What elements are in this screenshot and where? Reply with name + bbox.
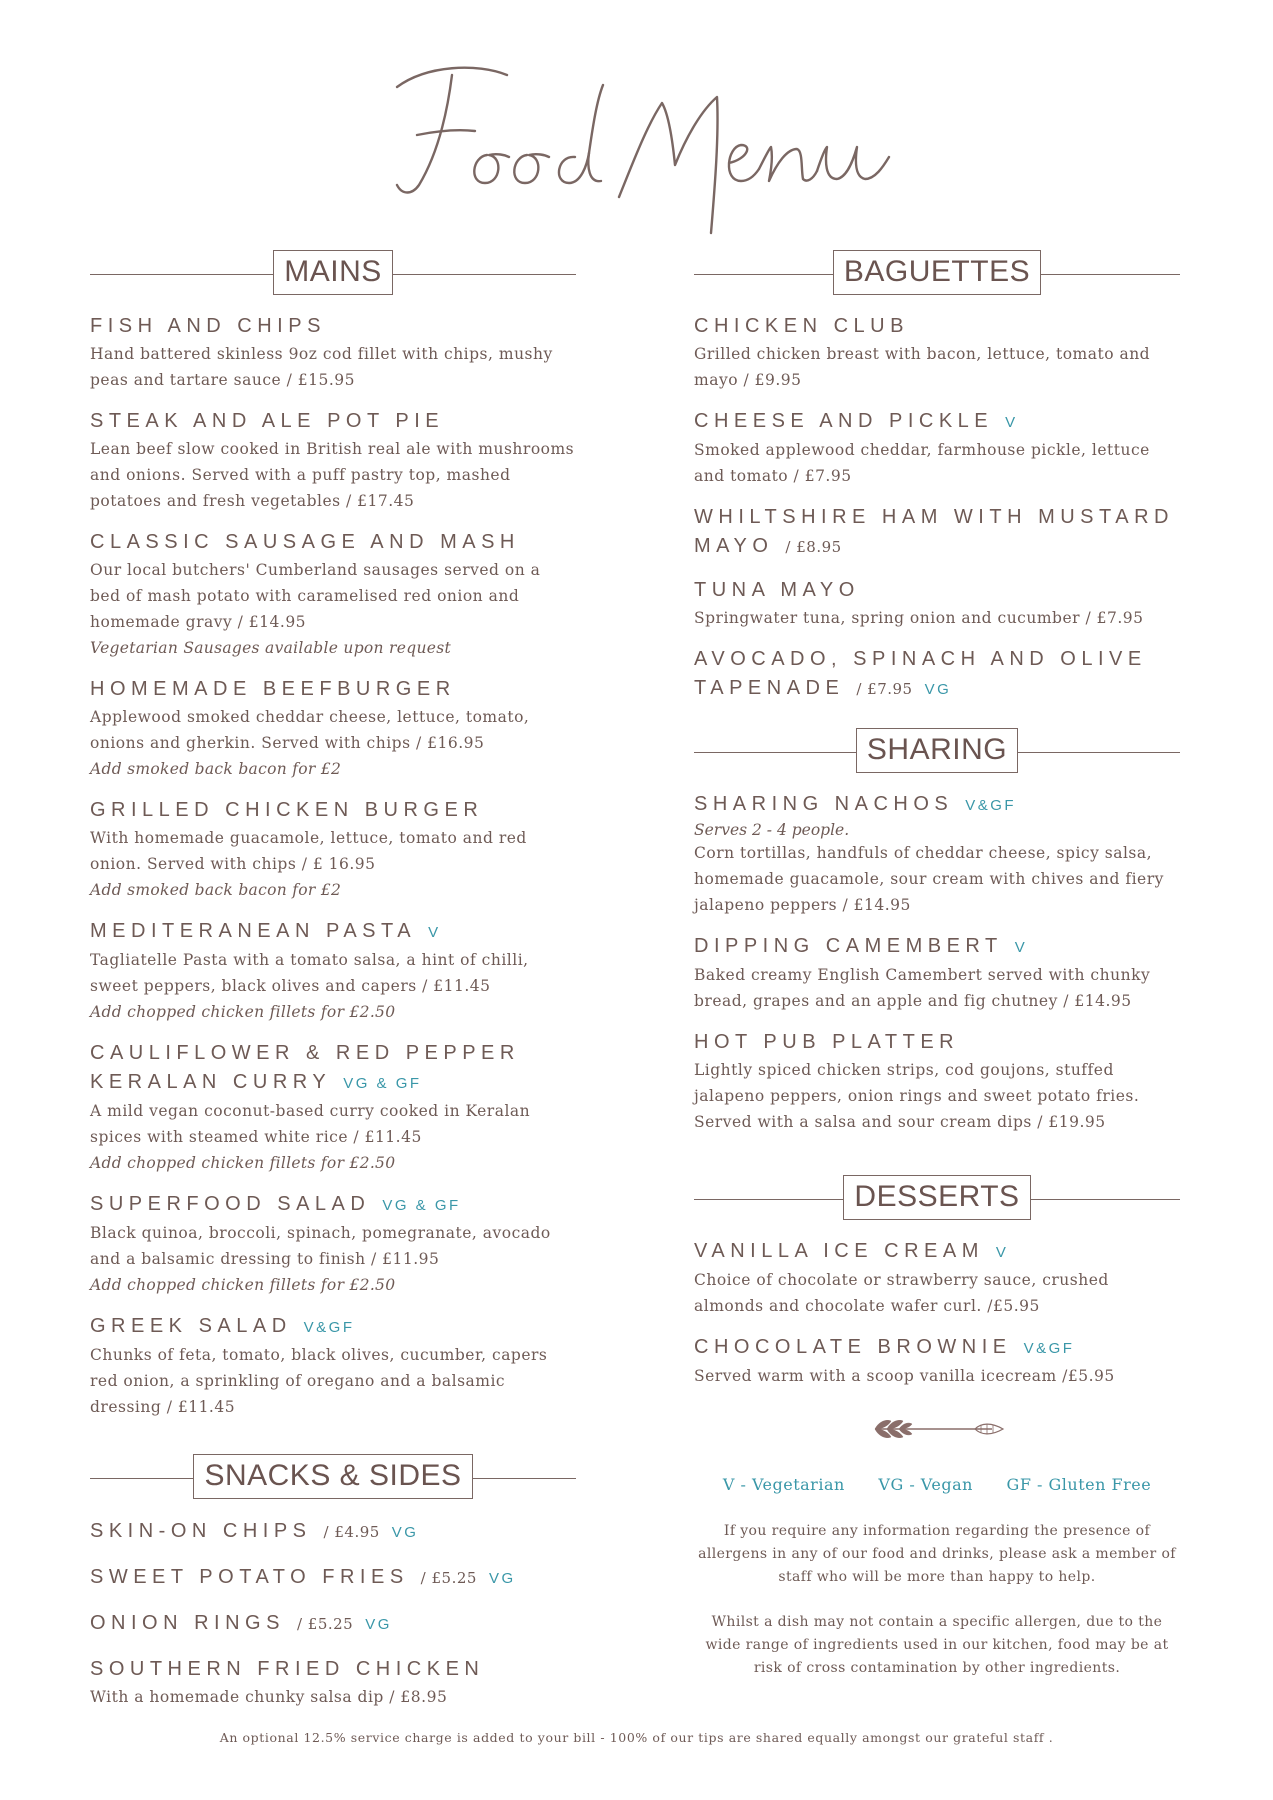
dietary-tag: V&GF xyxy=(303,1319,355,1336)
service-charge-footer: An optional 12.5% service charge is added to your bill - 100% of our tips are shared equally amongst our grateful staff . xyxy=(219,1730,1054,1745)
dietary-tag: V&GF xyxy=(1023,1340,1075,1357)
dietary-tag: V xyxy=(995,1244,1009,1261)
menu-item-dipping-camembert xyxy=(694,932,1180,1014)
item-name: ONION RINGS xyxy=(90,1612,285,1634)
item-name: CLASSIC SAUSAGE AND MASH xyxy=(90,531,520,553)
item-description: Corn tortillas, handfuls of cheddar cheese, spicy salsa, homemade guacamole, sour cream with chives and fiery jalapeno peppers / £14.95 xyxy=(694,844,1164,914)
item-name: GREEK SALAD xyxy=(90,1315,292,1337)
item-name: FISH AND CHIPS xyxy=(90,315,326,337)
snacks-heading: SNACKS & SIDES xyxy=(193,1454,472,1499)
menu-item-chicken-club xyxy=(694,312,1180,393)
menu-item-mediteranean-pasta xyxy=(90,917,576,1025)
item-name-row xyxy=(694,645,1180,704)
item-name: DIPPING CAMEMBERT xyxy=(694,935,1003,957)
dietary-tag: VG xyxy=(488,1570,516,1587)
menu-item-onion-rings xyxy=(90,1608,576,1640)
menu-item-tuna-mayo xyxy=(694,576,1180,631)
item-note: Add chopped chicken fillets for £2.50 xyxy=(90,1276,396,1294)
item-name: MEDITERANEAN PASTA xyxy=(90,920,417,942)
item-name: SKIN-ON CHIPS xyxy=(90,1520,312,1542)
dietary-tag: VG xyxy=(924,681,952,698)
legend-vegan: VG - Vegan xyxy=(878,1475,973,1494)
menu-item-homemade-beefburger xyxy=(90,675,576,782)
item-note: Add smoked back bacon for £2 xyxy=(90,881,342,899)
dietary-tag: VG xyxy=(391,1524,419,1541)
dietary-tag: VG & GF xyxy=(343,1075,422,1092)
menu-item-southern-fried-chicken xyxy=(90,1654,576,1710)
item-name: AVOCADO, SPINACH AND OLIVE TAPENADE xyxy=(694,648,1147,699)
item-name-row xyxy=(694,407,1180,437)
item-description: Springwater tuna, spring onion and cucumber / £7.95 xyxy=(694,609,1144,627)
item-name: CHOCOLATE BROWNIE xyxy=(694,1336,1012,1358)
item-name-row xyxy=(694,1237,1180,1267)
legend-vegetarian: V - Vegetarian xyxy=(722,1475,845,1494)
sharing-header xyxy=(694,728,1180,776)
item-description: Our local butchers' Cumberland sausages served on a bed of mash potato with caramelised red onion and homemade gravy / £14.95 xyxy=(90,561,541,631)
menu-item-sweet-potato-fries xyxy=(90,1562,576,1594)
item-name-row xyxy=(90,1312,576,1342)
menu-item-cheese-and-pickle xyxy=(694,407,1180,489)
item-name-row xyxy=(90,1562,576,1594)
item-name: HOMEMADE BEEFBURGER xyxy=(90,678,456,700)
item-name-row xyxy=(694,790,1180,820)
item-name-row xyxy=(90,917,576,947)
allergen-info: If you require any information regarding the presence of allergens in any of our food and drinks, please ask a member of staff who will be more than happy to help. xyxy=(698,1523,1176,1585)
menu-item-avocado-spinach-tapenade xyxy=(694,645,1180,704)
menu-item-grilled-chicken-burger xyxy=(90,796,576,903)
cross-contamination-info: Whilst a dish may not contain a specific allergen, due to the wide range of ingredients used in our kitchen, food may be at risk of cross contamination by other ingredients. xyxy=(705,1614,1169,1676)
item-note: Add chopped chicken fillets for £2.50 xyxy=(90,1003,396,1021)
item-description: Chunks of feta, tomato, black olives, cucumber, capers red onion, a sprinkling of oregano and a balsamic dressing / £11.45 xyxy=(90,1346,548,1416)
menu-item-steak-and-ale-pot-pie xyxy=(90,407,576,514)
menu-item-whiltshire-ham xyxy=(694,503,1180,562)
item-description: With homemade guacamole, lettuce, tomato and red onion. Served with chips / £ 16.95 xyxy=(90,829,527,873)
item-description: Black quinoa, broccoli, spinach, pomegranate, avocado and a balsamic dressing to finish / £11.95 xyxy=(90,1224,551,1268)
item-description: Choice of chocolate or strawberry sauce, crushed almonds and chocolate wafer curl. /£5.95 xyxy=(694,1271,1109,1315)
baguettes-header xyxy=(694,250,1180,298)
menu-item-superfood-salad xyxy=(90,1190,576,1298)
dietary-tag: VG & GF xyxy=(382,1197,461,1214)
item-name: SWEET POTATO FRIES xyxy=(90,1566,409,1588)
menu-item-hot-pub-platter xyxy=(694,1028,1180,1135)
item-description: With a homemade chunky salsa dip / £8.95 xyxy=(90,1688,448,1706)
item-note: Add smoked back bacon for £2 xyxy=(90,760,342,778)
left-column xyxy=(90,250,576,1724)
item-name: SOUTHERN FRIED CHICKEN xyxy=(90,1658,485,1680)
item-name-row xyxy=(694,932,1180,962)
menu-item-classic-sausage-and-mash xyxy=(90,528,576,661)
item-description: Lean beef slow cooked in British real ale with mushrooms and onions. Served with a puff pastry top, mashed potatoes and fresh vegetables / £17.45 xyxy=(90,440,575,510)
baguettes-heading: BAGUETTES xyxy=(833,250,1041,295)
menu-title-script xyxy=(357,45,917,235)
menu-item-fish-and-chips xyxy=(90,312,576,393)
snacks-header xyxy=(90,1454,576,1502)
item-name: VANILLA ICE CREAM xyxy=(694,1240,984,1262)
menu-title xyxy=(0,45,1273,235)
item-description: Baked creamy English Camembert served with chunky bread, grapes and an apple and fig chutney / £14.95 xyxy=(694,966,1151,1010)
desserts-heading: DESSERTS xyxy=(843,1175,1030,1220)
sharing-heading: SHARING xyxy=(856,728,1018,773)
item-name: WHILTSHIRE HAM WITH MUSTARD MAYO xyxy=(694,506,1174,557)
desserts-header xyxy=(694,1175,1180,1223)
item-name-row xyxy=(90,1039,576,1098)
item-note: Add chopped chicken fillets for £2.50 xyxy=(90,1154,396,1172)
mains-header xyxy=(90,250,576,298)
menu-item-cauliflower-curry xyxy=(90,1039,576,1176)
menu-item-sharing-nachos xyxy=(694,790,1180,918)
item-name: SUPERFOOD SALAD xyxy=(90,1193,371,1215)
dietary-tag: V xyxy=(1014,939,1028,956)
dietary-tag: V&GF xyxy=(965,797,1017,814)
item-price: / £4.95 xyxy=(323,1523,380,1541)
item-name: STEAK AND ALE POT PIE xyxy=(90,410,445,432)
menu-item-greek-salad xyxy=(90,1312,576,1420)
item-description: Grilled chicken breast with bacon, lettuce, tomato and mayo / £9.95 xyxy=(694,345,1151,389)
item-name: CHEESE AND PICKLE xyxy=(694,410,994,432)
item-description: Applewood smoked cheddar cheese, lettuce, tomato, onions and gherkin. Served with chips / £16.95 xyxy=(90,708,530,752)
menu-item-vanilla-ice-cream xyxy=(694,1237,1180,1319)
item-description: Hand battered skinless 9oz cod fillet with chips, mushy peas and tartare sauce / £15.95 xyxy=(90,345,553,389)
item-description: Served warm with a scoop vanilla icecream /£5.95 xyxy=(694,1367,1115,1385)
dietary-tag: VG xyxy=(365,1616,392,1633)
item-price: / £5.25 xyxy=(420,1569,477,1587)
item-price: / £5.25 xyxy=(296,1615,354,1633)
dietary-tag: V xyxy=(428,924,441,941)
item-name: CHICKEN CLUB xyxy=(694,315,909,337)
item-description: Lightly spiced chicken strips, cod goujons, stuffed jalapeno peppers, onion rings and sweet potato fries. Served with a salsa and sour cream dips / £19.95 xyxy=(694,1061,1140,1131)
item-name-row xyxy=(90,1190,576,1220)
item-description: Tagliatelle Pasta with a tomato salsa, a hint of chilli, sweet peppers, black olives and capers / £11.45 xyxy=(90,951,529,995)
menu-item-chocolate-brownie xyxy=(694,1333,1180,1389)
item-name-row xyxy=(90,1608,576,1640)
right-column xyxy=(694,250,1180,1702)
item-price: / £8.95 xyxy=(785,538,842,556)
item-serves: Serves 2 - 4 people. xyxy=(694,821,850,839)
dietary-legend xyxy=(694,1475,1180,1494)
item-description: A mild vegan coconut-based curry cooked in Keralan spices with steamed white rice / £11.45 xyxy=(90,1102,531,1146)
item-description: Smoked applewood cheddar, farmhouse pickle, lettuce and tomato / £7.95 xyxy=(694,441,1150,485)
item-name: SHARING NACHOS xyxy=(694,793,954,815)
item-note: Vegetarian Sausages available upon request xyxy=(90,639,452,657)
item-name: HOT PUB PLATTER xyxy=(694,1031,960,1053)
mains-heading: MAINS xyxy=(273,250,393,295)
item-price: / £7.95 xyxy=(856,680,913,698)
legend-gluten-free: GF - Gluten Free xyxy=(1006,1475,1152,1494)
item-name: CAULIFLOWER & RED PEPPER KERALAN CURRY xyxy=(90,1042,520,1093)
item-name-row xyxy=(90,1516,576,1548)
dietary-tag: V xyxy=(1005,414,1018,431)
item-name-row xyxy=(694,1333,1180,1363)
item-name: TUNA MAYO xyxy=(694,579,860,601)
menu-item-skin-on-chips xyxy=(90,1516,576,1548)
item-name-row xyxy=(694,503,1180,562)
arrow-divider-icon xyxy=(694,1413,1180,1449)
item-name: GRILLED CHICKEN BURGER xyxy=(90,799,484,821)
